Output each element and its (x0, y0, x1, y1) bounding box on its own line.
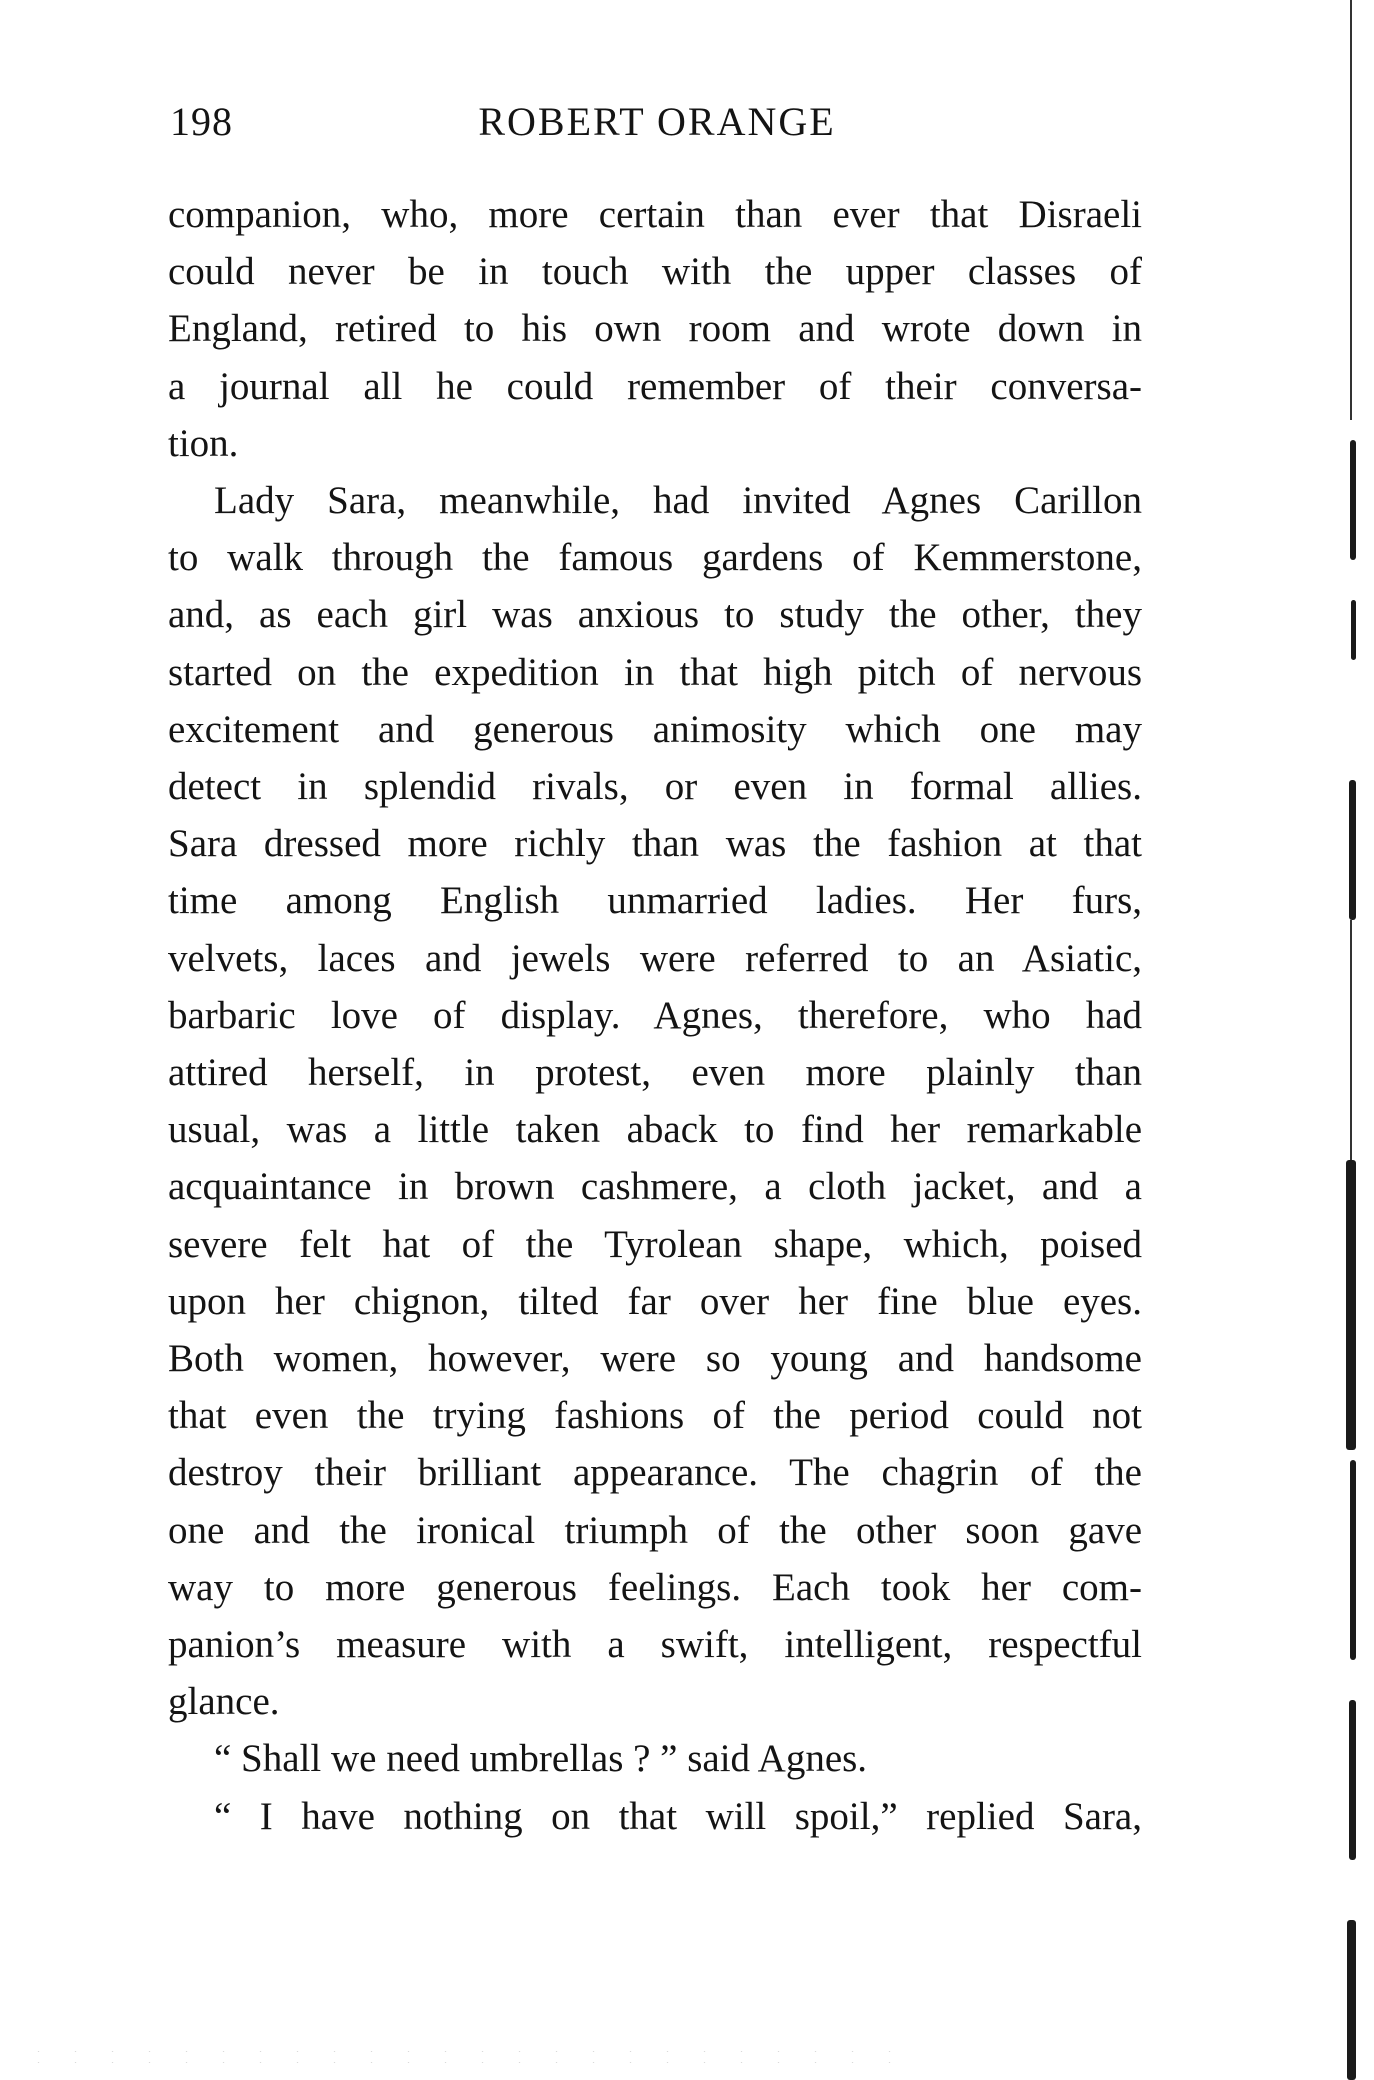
text-line: acquaintance in brown cashmere, a cloth jacket, and a (168, 1165, 1142, 1209)
scan-edge-shadow (1349, 1700, 1356, 1860)
paragraph-1 (168, 186, 1142, 472)
text-line: one and the ironical triumph of the other soon gave (168, 1508, 1142, 1552)
scan-edge-shadow (1346, 1160, 1356, 1450)
text-line: to walk through the famous gardens of Kemmerstone, (168, 536, 1142, 580)
text-line: Both women, however, were so young and handsome (168, 1337, 1142, 1381)
text-line: that even the trying fashions of the period could not (168, 1394, 1142, 1438)
text-line: started on the expedition in that high pitch of nervous (168, 650, 1142, 694)
scan-edge-line (1350, 920, 1352, 1160)
text-line: glance. (168, 1680, 280, 1724)
text-line: companion, who, more certain than ever that Disraeli (168, 193, 1142, 236)
text-line: excitement and generous animosity which one may (168, 707, 1142, 751)
page-header (166, 92, 1148, 152)
paragraph-2 (168, 472, 1142, 1730)
text-line: way to more generous feelings. Each took her com- (168, 1565, 1142, 1609)
text-line: Sara dressed more richly than was the fashion at that (168, 822, 1142, 866)
running-title: ROBERT ORANGE (478, 99, 836, 144)
text-line: upon her chignon, tilted far over her fine blue eyes. (168, 1279, 1142, 1323)
text-line: detect in splendid rivals, or even in formal allies. (168, 765, 1142, 809)
body-text (168, 186, 1142, 1845)
paragraph-3 (168, 1730, 1142, 1787)
scan-edge-shadow (1347, 1920, 1356, 2080)
text-line: severe felt hat of the Tyrolean shape, which, poised (168, 1222, 1142, 1266)
text-line: tion. (168, 421, 239, 465)
page-number: 198 (170, 99, 233, 144)
text-line: and, as each girl was anxious to study the other, they (168, 593, 1142, 637)
scan-specks (20, 2046, 920, 2070)
scan-edge-shadow (1350, 440, 1356, 560)
scan-edge-shadow (1350, 1460, 1356, 1660)
text-line: “ I have nothing on that will spoil,” replied Sara, (214, 1794, 1142, 1838)
text-line: destroy their brilliant appearance. The chagrin of the (168, 1451, 1142, 1495)
text-line: velvets, laces and jewels were referred to an Asiatic, (168, 936, 1142, 980)
text-line: could never be in touch with the upper classes of (168, 250, 1142, 294)
paragraph-4 (168, 1788, 1142, 1845)
text-line: usual, was a little taken aback to find her remarkable (168, 1108, 1142, 1152)
scan-edge-line (1350, 0, 1352, 420)
scan-edge-shadow (1351, 600, 1356, 660)
text-line: time among English unmarried ladies. Her furs, (168, 879, 1142, 923)
text-line: panion’s measure with a swift, intelligent, respectful (168, 1623, 1142, 1667)
text-line: attired herself, in protest, even more plainly than (168, 1051, 1142, 1095)
text-line: barbaric love of display. Agnes, therefore, who had (168, 993, 1142, 1037)
text-line: England, retired to his own room and wrote down in (168, 307, 1142, 351)
text-line: “ Shall we need umbrellas ? ” said Agnes. (214, 1737, 868, 1781)
text-line: a journal all he could remember of their conversa- (168, 364, 1142, 408)
text-line: Lady Sara, meanwhile, had invited Agnes Carillon (214, 479, 1142, 523)
scan-edge-shadow (1349, 780, 1356, 920)
